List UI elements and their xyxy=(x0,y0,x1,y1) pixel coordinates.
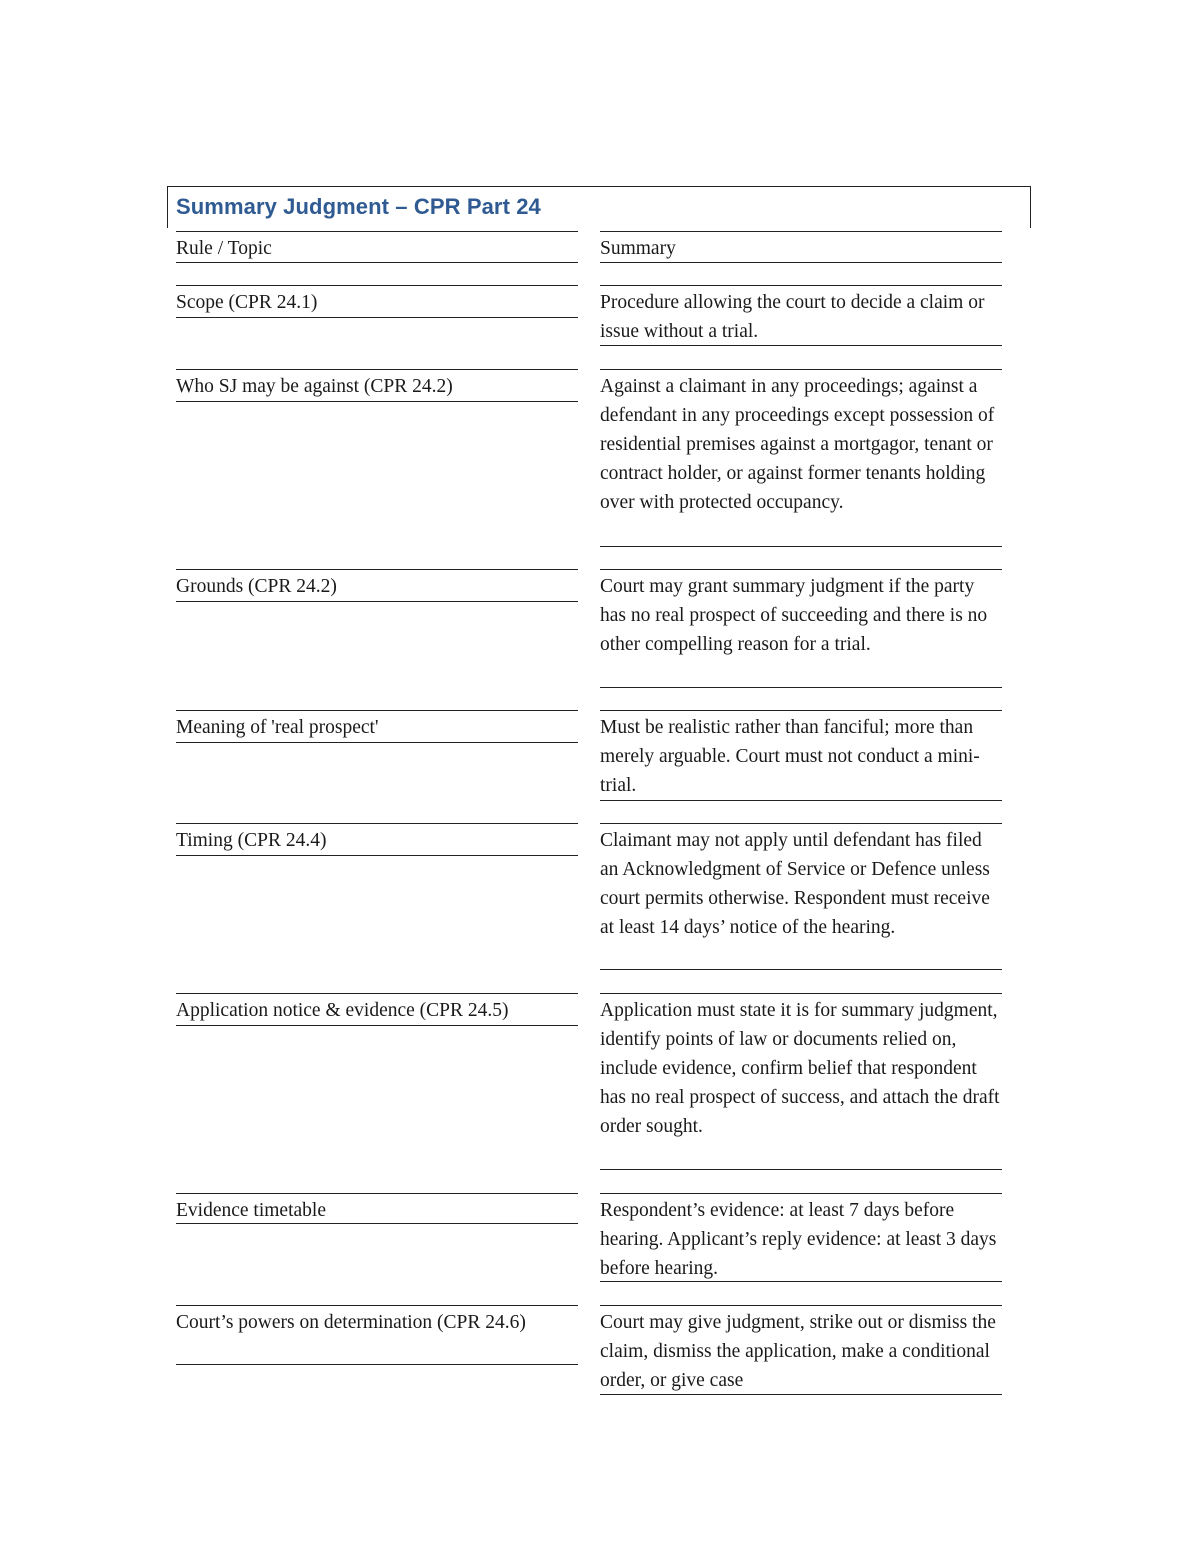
table-frame-left-border xyxy=(167,186,168,228)
header-label-topic: Rule / Topic xyxy=(176,238,272,259)
header-cell-topic xyxy=(176,231,578,263)
row-summary: Must be realistic rather than fanciful; more than merely arguable. Court must not conduct a mini-trial. xyxy=(600,717,980,796)
table-row-topic-cell xyxy=(176,569,578,602)
table-frame-right-border xyxy=(1030,186,1031,228)
table-row-topic-cell xyxy=(176,1305,578,1365)
table-row-topic-cell xyxy=(176,710,578,743)
table-row-topic-cell xyxy=(176,993,578,1026)
row-topic: Application notice & evidence (CPR 24.5) xyxy=(176,1000,509,1021)
row-summary: Claimant may not apply until defendant has filed an Acknowledgment of Service or Defence unless court permits otherwise. Respondent must receive at least 14 days’ notice of the hearing. xyxy=(600,830,990,938)
row-topic: Timing (CPR 24.4) xyxy=(176,830,327,851)
table-row-topic-cell xyxy=(176,1193,578,1224)
table-row-summary-cell xyxy=(600,1305,1002,1395)
row-topic: Evidence timetable xyxy=(176,1200,326,1221)
row-summary: Court may grant summary judgment if the party has no real prospect of succeeding and there is no other compelling reason for a trial. xyxy=(600,576,988,655)
table-row-summary-cell xyxy=(600,823,1002,970)
table-row-summary-cell xyxy=(600,1193,1002,1282)
table-row-summary-cell xyxy=(600,369,1002,547)
row-summary: Against a claimant in any proceedings; against a defendant in any proceedings except possession of residential premises against a mortgagor, tenant or contract holder, or against former tenants holding over with protected occupancy. xyxy=(600,376,995,513)
row-topic: Scope (CPR 24.1) xyxy=(176,292,318,313)
table-row-summary-cell xyxy=(600,993,1002,1170)
header-label-summary: Summary xyxy=(600,238,676,259)
table-row-topic-cell xyxy=(176,285,578,318)
table-row-summary-cell xyxy=(600,285,1002,346)
document-title: Summary Judgment – CPR Part 24 xyxy=(176,194,541,219)
table-frame-top-border xyxy=(167,186,1031,187)
table-row-topic-cell xyxy=(176,369,578,402)
row-topic: Who SJ may be against (CPR 24.2) xyxy=(176,376,453,397)
row-summary: Procedure allowing the court to decide a claim or issue without a trial. xyxy=(600,292,985,342)
row-topic: Court’s powers on determination (CPR 24.6) xyxy=(176,1312,526,1333)
table-row-summary-cell xyxy=(600,569,1002,688)
row-topic: Grounds (CPR 24.2) xyxy=(176,576,337,597)
table-row-summary-cell xyxy=(600,710,1002,801)
header-cell-summary xyxy=(600,231,1002,263)
table-row-topic-cell xyxy=(176,823,578,856)
row-topic: Meaning of 'real prospect' xyxy=(176,717,379,738)
row-summary: Respondent’s evidence: at least 7 days before hearing. Applicant’s reply evidence: at least 3 days before hearing. xyxy=(600,1200,997,1279)
row-summary: Court may give judgment, strike out or dismiss the claim, dismiss the application, make a conditional order, or give case xyxy=(600,1312,996,1391)
row-summary: Application must state it is for summary judgment, identify points of law or documents relied on, include evidence, confirm belief that respondent has no real prospect of success, and attach the draft order sought. xyxy=(600,1000,1000,1137)
